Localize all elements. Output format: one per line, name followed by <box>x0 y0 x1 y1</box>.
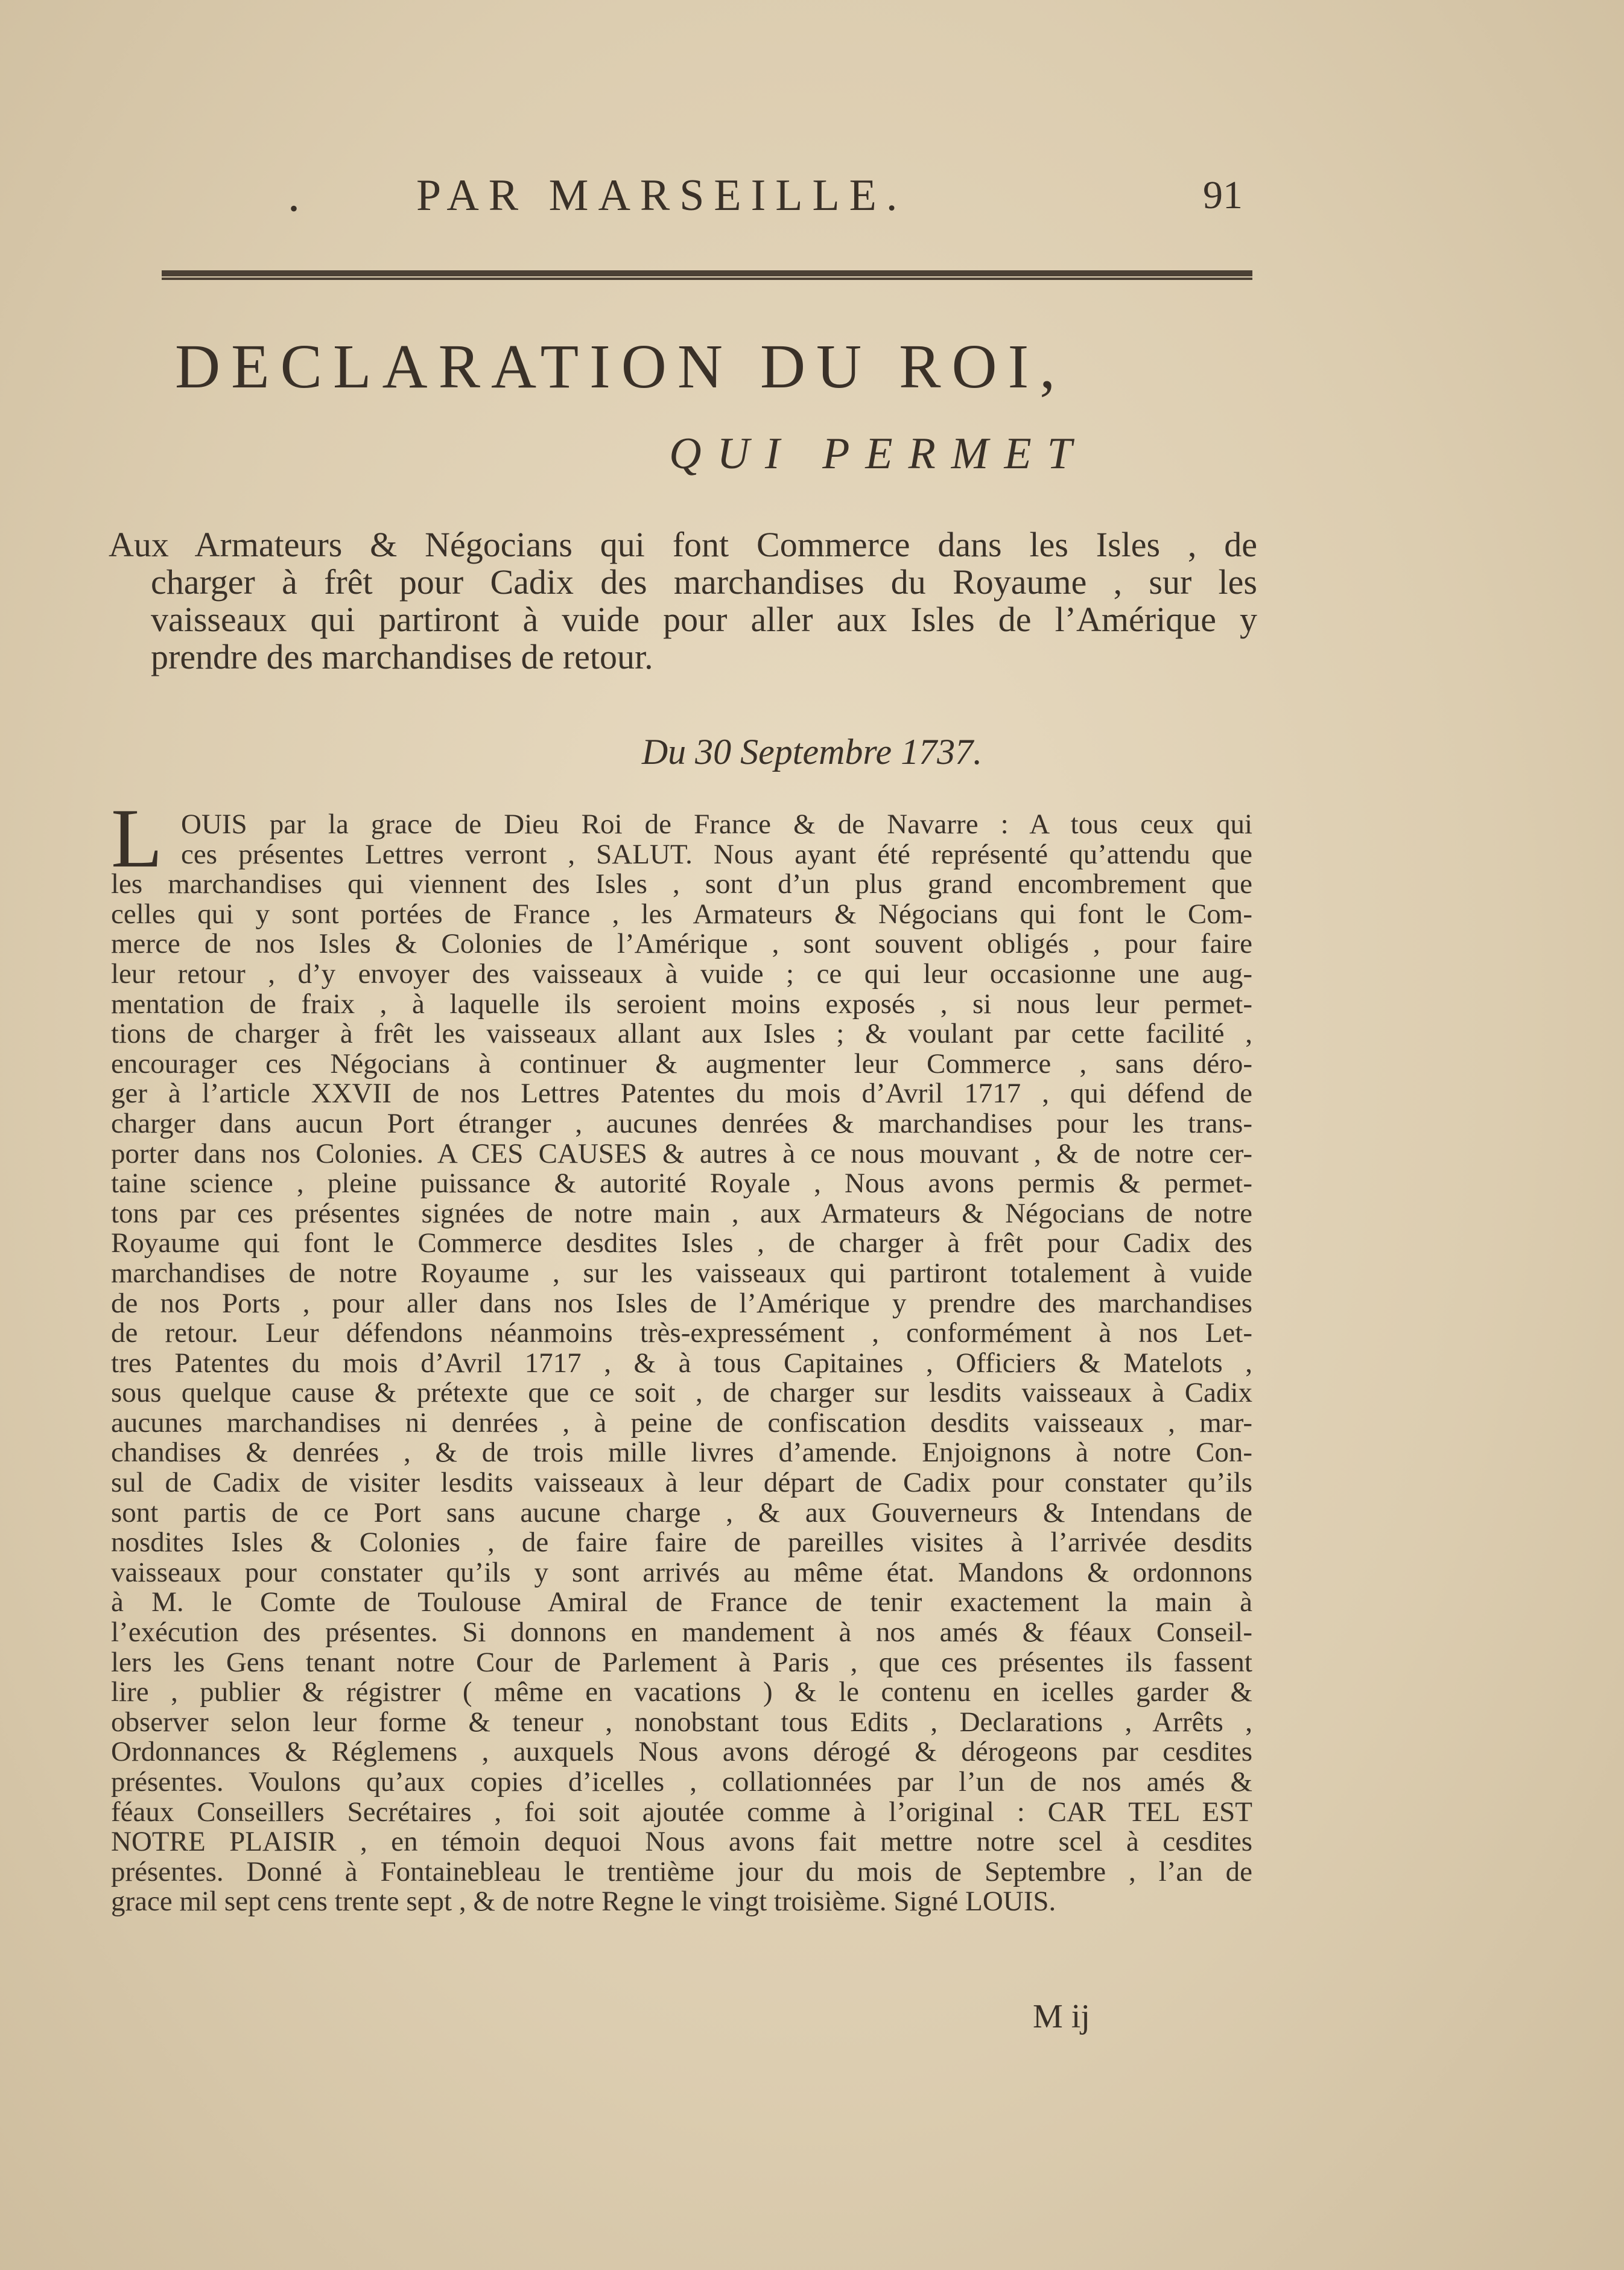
page-number: 91 <box>1203 173 1243 217</box>
body-line: observer selon leur forme & teneur , nonobstant tous Edits , Declarations , Arrêts , <box>111 1706 1252 1738</box>
body-line: nosdites Isles & Colonies , de faire faire de pareilles visites à l’arrivée desdits <box>111 1527 1252 1559</box>
body-line: ces présentes Lettres verront , SALUT. Nous ayant été représenté qu’attendu que <box>181 838 1252 870</box>
body-line: leur retour , d’y envoyer des vaisseaux à vuide ; ce qui leur occasionne une aug- <box>111 958 1252 990</box>
body-line: celles qui y sont portées de France , les Armateurs & Négocians qui font le Com- <box>111 898 1252 930</box>
body-line: sul de Cadix de visiter lesdits vaisseaux à leur départ de Cadix pour constater qu’ils <box>111 1467 1252 1499</box>
body-line: marchandises de notre Royaume , sur les vaisseaux qui partiront totalement à vuide <box>111 1257 1252 1289</box>
declaration-date: Du 30 Septembre 1737. <box>641 732 983 772</box>
body-line: mentation de fraix , à laquelle ils seroient moins exposés , si nous leur permet- <box>111 988 1252 1020</box>
body-line: porter dans nos Colonies. A CES CAUSES & autres à ce nous mouvant , & de notre cer- <box>111 1137 1252 1169</box>
body-line: Royaume qui font le Commerce desdites Isles , de charger à frêt pour Cadix des <box>111 1227 1252 1259</box>
header-rule <box>162 270 1252 280</box>
body-line: à M. le Comte de Toulouse Amiral de France de tenir exactement la main à <box>111 1586 1252 1618</box>
body-text <box>111 810 1252 1917</box>
summary-line: charger à frêt pour Cadix des marchandises du Royaume , sur les <box>151 562 1257 602</box>
body-line: merce de nos Isles & Colonies de l’Amérique , sont souvent obligés , pour faire <box>111 928 1252 960</box>
body-line: présentes. Voulons qu’aux copies d’icelles , collationnées par l’un de nos amés & <box>111 1766 1252 1798</box>
body-line: encourager ces Négocians à continuer & augmenter leur Commerce , sans déro- <box>111 1048 1252 1079</box>
drop-cap: L <box>111 792 163 885</box>
body-line: les marchandises qui viennent des Isles , sont d’un plus grand encombrement que <box>111 868 1252 900</box>
summary-paragraph <box>109 526 1257 676</box>
body-line: sous quelque cause & prétexte que ce soit , de charger sur lesdits vaisseaux à Cadix <box>111 1377 1252 1409</box>
body-line: féaux Conseillers Secrétaires , foi soit ajoutée comme à l’original : CAR TEL EST <box>111 1796 1252 1828</box>
declaration-subtitle: QUI PERMET <box>669 429 1088 478</box>
body-line: ger à l’article XXVII de nos Lettres Patentes du mois d’Avril 1717 , qui défend de <box>111 1078 1252 1110</box>
running-title: PAR MARSEILLE. <box>416 171 907 220</box>
summary-line: prendre des marchandises de retour. <box>151 637 653 676</box>
body-line: NOTRE PLAISIR , en témoin dequoi Nous avons fait mettre notre scel à cesdites <box>111 1826 1252 1858</box>
summary-line: vaisseaux qui partiront à vuide pour aller aux Isles de l’Amérique y <box>151 600 1257 639</box>
body-line: tres Patentes du mois d’Avril 1717 , & à tous Capitaines , Officiers & Matelots , <box>111 1347 1252 1379</box>
body-line: l’exécution des présentes. Si donnons en mandement à nos amés & féaux Conseil- <box>111 1617 1252 1648</box>
body-line: tons par ces présentes signées de notre main , aux Armateurs & Négocians de notre <box>111 1197 1252 1229</box>
body-line: présentes. Donné à Fontainebleau le trentième jour du mois de Septembre , l’an de <box>111 1855 1252 1887</box>
body-line: OUIS par la grace de Dieu Roi de France & de Navarre : A tous ceux qui <box>181 809 1252 840</box>
body-line: Ordonnances & Réglemens , auxquels Nous avons dérogé & dérogeons par cesdites <box>111 1736 1252 1768</box>
body-line: grace mil sept cens trente sept , & de notre Regne le vingt troisième. Signé LOUIS. <box>111 1886 1056 1918</box>
header-dot: • <box>290 195 299 222</box>
body-line: lers les Gens tenant notre Cour de Parlement à Paris , que ces présentes ils fassent <box>111 1646 1252 1678</box>
body-line: charger dans aucun Port étranger , aucunes denrées & marchandises pour les trans- <box>111 1107 1252 1139</box>
declaration-title: DECLARATION DU ROI, <box>175 332 1067 401</box>
running-head <box>109 170 1243 230</box>
signature-mark: M ij <box>1033 1998 1090 2035</box>
body-line: lire , publier & régistrer ( même en vacations ) & le contenu en icelles garder & <box>111 1676 1252 1708</box>
body-line: de nos Ports , pour aller dans nos Isles de l’Amérique y prendre des marchandises <box>111 1287 1252 1319</box>
body-line: sont partis de ce Port sans aucune charge , & aux Gouverneurs & Intendans de <box>111 1496 1252 1528</box>
body-line: vaisseaux pour constater qu’ils y sont arrivés au même état. Mandons & ordonnons <box>111 1556 1252 1588</box>
body-line: taine science , pleine puissance & autorité Royale , Nous avons permis & permet- <box>111 1168 1252 1200</box>
body-line: tions de charger à frêt les vaisseaux allant aux Isles ; & voulant par cette facilité , <box>111 1018 1252 1050</box>
body-line: de retour. Leur défendons néanmoins très-expressément , conformément à nos Let- <box>111 1317 1252 1349</box>
body-line: aucunes marchandises ni denrées , à peine de confiscation desdits vaisseaux , mar- <box>111 1407 1252 1439</box>
body-line: chandises & denrées , & de trois mille livres d’amende. Enjoignons à notre Con- <box>111 1437 1252 1469</box>
summary-line: Aux Armateurs & Négocians qui font Commerce dans les Isles , de <box>109 525 1257 564</box>
